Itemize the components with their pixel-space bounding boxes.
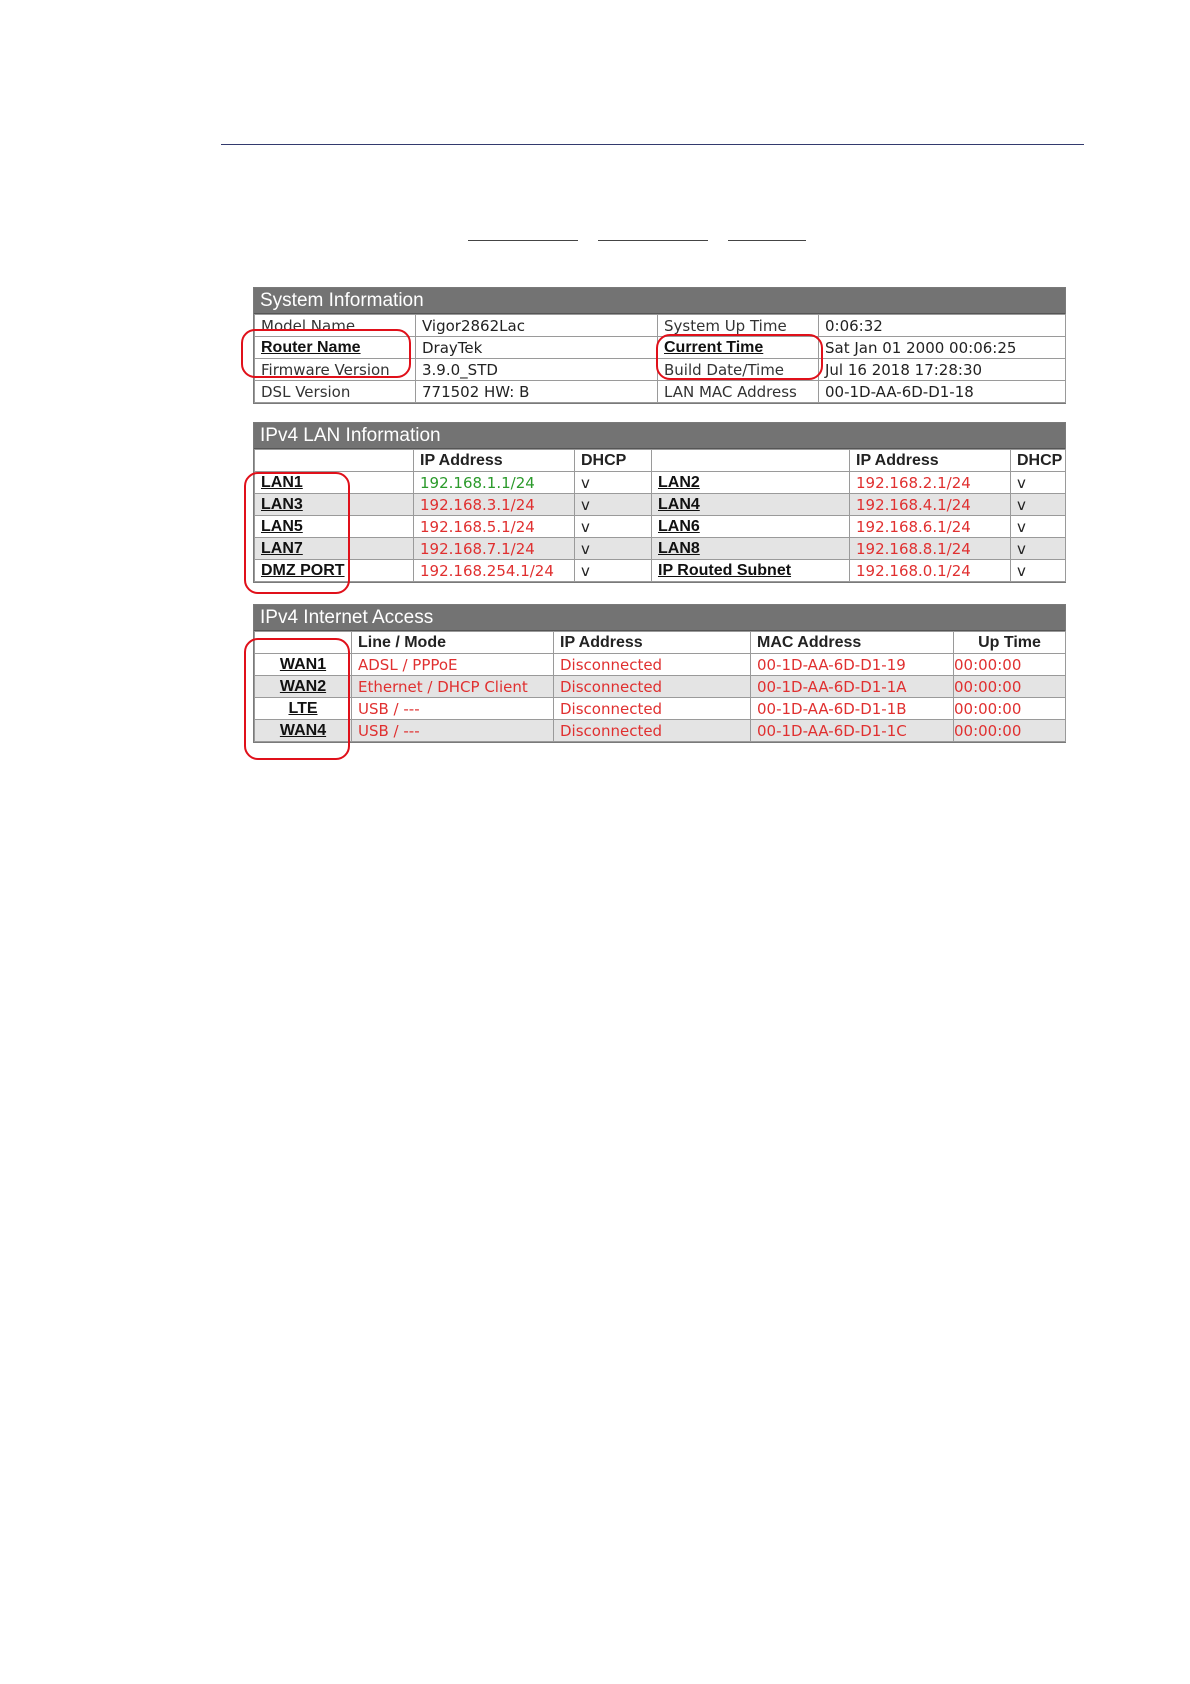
lan-ip-header-2: IP Address	[850, 450, 1011, 472]
wan2-ip: Disconnected	[554, 676, 751, 698]
lan-mac-value: 00-1D-AA-6D-D1-18	[819, 381, 1066, 403]
lan2-dhcp: v	[1011, 472, 1066, 494]
system-up-time-label: System Up Time	[658, 315, 819, 337]
wan2-link[interactable]: WAN2	[279, 678, 327, 695]
lan6-ip: 192.168.6.1/24	[850, 516, 1011, 538]
blank-underline-3	[728, 240, 806, 241]
wan-name-header	[255, 632, 352, 654]
wan2-mac: 00-1D-AA-6D-D1-1A	[751, 676, 954, 698]
dmz-port-link[interactable]: DMZ PORT	[261, 562, 345, 579]
current-time-link[interactable]: Current Time	[664, 339, 764, 356]
line-mode-header: Line / Mode	[352, 632, 554, 654]
table-row	[255, 654, 1066, 676]
wan1-mac: 00-1D-AA-6D-D1-19	[751, 654, 954, 676]
lan8-ip: 192.168.8.1/24	[850, 538, 1011, 560]
wan-ip-header: IP Address	[554, 632, 751, 654]
lan-information-panel	[253, 422, 1066, 583]
table-row	[255, 560, 1066, 582]
table-row	[255, 381, 1066, 403]
wan4-ip: Disconnected	[554, 720, 751, 742]
wan4-mac: 00-1D-AA-6D-D1-1C	[751, 720, 954, 742]
wan4-uptime: 00:00:00	[954, 720, 1066, 742]
wan1-uptime: 00:00:00	[954, 654, 1066, 676]
lan-name-header	[255, 450, 414, 472]
model-name-value: Vigor2862Lac	[416, 315, 658, 337]
lan-information-table	[254, 449, 1066, 582]
firmware-version-value: 3.9.0_STD	[416, 359, 658, 381]
lte-link[interactable]: LTE	[288, 700, 318, 717]
lan7-dhcp: v	[575, 538, 652, 560]
lan4-link[interactable]: LAN4	[658, 496, 700, 513]
lan5-link[interactable]: LAN5	[261, 518, 303, 535]
blank-underline-2	[598, 240, 708, 241]
lan-mac-label: LAN MAC Address	[658, 381, 819, 403]
lte-ip: Disconnected	[554, 698, 751, 720]
dmz-port-dhcp: v	[575, 560, 652, 582]
internet-access-panel	[253, 604, 1066, 743]
internet-access-title: IPv4 Internet Access	[254, 605, 1065, 631]
lan1-dhcp: v	[575, 472, 652, 494]
lan3-dhcp: v	[575, 494, 652, 516]
ip-routed-subnet-link[interactable]: IP Routed Subnet	[658, 562, 792, 579]
system-up-time-value: 0:06:32	[819, 315, 1066, 337]
wan4-link[interactable]: WAN4	[279, 722, 327, 739]
system-information-table	[254, 314, 1066, 403]
lan8-dhcp: v	[1011, 538, 1066, 560]
internet-access-table	[254, 631, 1066, 742]
router-name-link[interactable]: Router Name	[261, 339, 361, 356]
lan-information-title: IPv4 LAN Information	[254, 423, 1065, 449]
ip-routed-subnet-ip: 192.168.0.1/24	[850, 560, 1011, 582]
table-row	[255, 315, 1066, 337]
lan-dhcp-header: DHCP	[575, 450, 652, 472]
lan4-dhcp: v	[1011, 494, 1066, 516]
ip-routed-subnet-dhcp: v	[1011, 560, 1066, 582]
lan6-link[interactable]: LAN6	[658, 518, 700, 535]
lan7-ip: 192.168.7.1/24	[414, 538, 575, 560]
lte-mode: USB / ---	[352, 698, 554, 720]
lan2-ip: 192.168.2.1/24	[850, 472, 1011, 494]
router-name-value: DrayTek	[416, 337, 658, 359]
table-row	[255, 516, 1066, 538]
table-row	[255, 472, 1066, 494]
blank-underline-1	[468, 240, 578, 241]
wan2-mode: Ethernet / DHCP Client	[352, 676, 554, 698]
lan8-link[interactable]: LAN8	[658, 540, 700, 557]
lan3-ip: 192.168.3.1/24	[414, 494, 575, 516]
wan4-mode: USB / ---	[352, 720, 554, 742]
table-header-row	[255, 450, 1066, 472]
lte-uptime: 00:00:00	[954, 698, 1066, 720]
lan-dhcp-header-2: DHCP	[1011, 450, 1066, 472]
firmware-version-label: Firmware Version	[255, 359, 416, 381]
up-time-header: Up Time	[954, 632, 1066, 654]
table-row	[255, 676, 1066, 698]
system-information-title: System Information	[254, 288, 1065, 314]
lan1-link[interactable]: LAN1	[261, 474, 303, 491]
lan1-ip: 192.168.1.1/24	[414, 472, 575, 494]
page-header-rule	[221, 144, 1084, 145]
dsl-version-label: DSL Version	[255, 381, 416, 403]
system-information-panel	[253, 287, 1066, 404]
lan3-link[interactable]: LAN3	[261, 496, 303, 513]
build-date-value: Jul 16 2018 17:28:30	[819, 359, 1066, 381]
lte-mac: 00-1D-AA-6D-D1-1B	[751, 698, 954, 720]
table-row	[255, 720, 1066, 742]
lan-ip-header: IP Address	[414, 450, 575, 472]
table-header-row	[255, 632, 1066, 654]
wan1-mode: ADSL / PPPoE	[352, 654, 554, 676]
wan-mac-header: MAC Address	[751, 632, 954, 654]
dmz-port-ip: 192.168.254.1/24	[414, 560, 575, 582]
current-time-value: Sat Jan 01 2000 00:06:25	[819, 337, 1066, 359]
table-row	[255, 359, 1066, 381]
wan1-ip: Disconnected	[554, 654, 751, 676]
dsl-version-value: 771502 HW: B	[416, 381, 658, 403]
lan5-ip: 192.168.5.1/24	[414, 516, 575, 538]
wan2-uptime: 00:00:00	[954, 676, 1066, 698]
lan7-link[interactable]: LAN7	[261, 540, 303, 557]
table-row	[255, 538, 1066, 560]
lan4-ip: 192.168.4.1/24	[850, 494, 1011, 516]
lan5-dhcp: v	[575, 516, 652, 538]
table-row	[255, 698, 1066, 720]
lan-name-header-2	[652, 450, 850, 472]
table-row	[255, 337, 1066, 359]
table-row	[255, 494, 1066, 516]
lan6-dhcp: v	[1011, 516, 1066, 538]
wan1-link[interactable]: WAN1	[279, 656, 327, 673]
build-date-label: Build Date/Time	[658, 359, 819, 381]
model-name-label: Model Name	[255, 315, 416, 337]
lan2-link[interactable]: LAN2	[658, 474, 700, 491]
